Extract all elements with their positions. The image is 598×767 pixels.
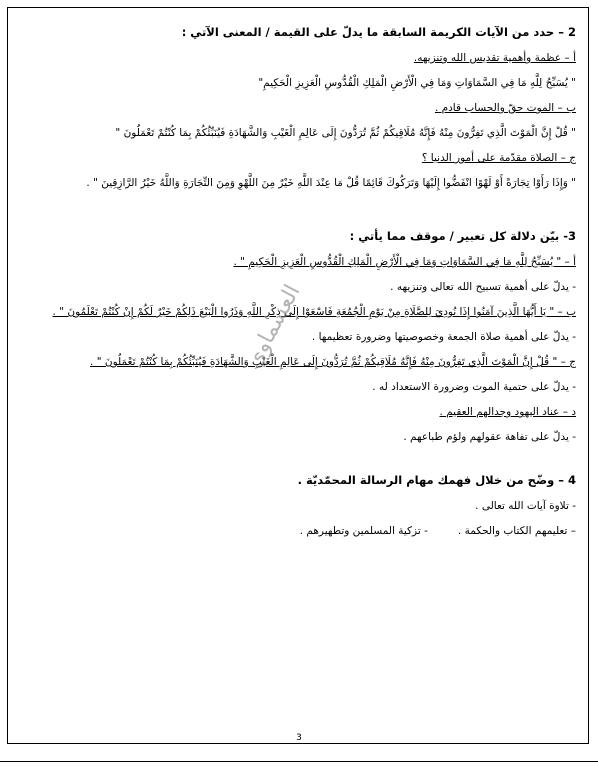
q2-item-c-ayah: " وَإِذَا رَأَوْا تِجَارَةً أَوْ لَهْوًا انْفَضُّوا إِلَيْهَا وَتَرَكُوكَ قَائِمًا قُلْ مَا عِنْدَ اللَّهِ خَيْرٌ مِنَ اللَّهْوِ وَمِنَ التِّجَارَةِ وَاللَّهُ خَيْرُ الرَّازِقِينَ " . bbox=[86, 177, 576, 189]
worksheet-content bbox=[24, 24, 576, 548]
q3-item-b-label: ب – " يَا أَيُّهَا الَّذِينَ آمَنُوا إِذَا نُودِيَ لِلصَّلَاةِ مِنْ يَوْمِ الْجُمُعَةِ فَاسْعَوْا إِلَى ذِكْرِ اللَّهِ وَذَرُوا الْبَيْعَ ذَلِكُمْ خَيْرٌ لَكُمْ إِنْ كُنْتُمْ تَعْلَمُونَ " . bbox=[52, 306, 576, 318]
q4-item-3: - تزكية المسلمين وتطهيرهم . bbox=[299, 525, 428, 537]
question-4-heading: 4 – وضّح من خلال فهمك مهام الرسالة المحمّديّة . bbox=[297, 473, 576, 487]
author-watermark: العسماوي bbox=[240, 280, 306, 373]
page-number: 3 bbox=[296, 733, 302, 743]
q4-item-2: – تعليمهم الكتاب والحكمة . bbox=[457, 525, 576, 537]
question-2-heading: 2 – حدد من الآيات الكريمة السابقة ما يدلّ على القيمة / المعنى الآتي : bbox=[181, 25, 576, 39]
q3-item-d-label: د – عناد اليهود وجدالهم العقيم . bbox=[439, 406, 576, 418]
q2-item-b-ayah: " قُلْ إِنَّ الْمَوْتَ الَّذِي تَفِرُّونَ مِنْهُ فَإِنَّهُ مُلَاقِيكُمْ ثُمَّ تُرَدُّونَ إِلَى عَالِمِ الْغَيْبِ وَالشَّهَادَةِ فَيُنَبِّئُكُمْ بِمَا كُنْتُمْ تَعْمَلُونَ " bbox=[115, 127, 576, 139]
q2-item-b-label: ب – الموت حقّ والحساب قادم . bbox=[434, 102, 576, 114]
q3-item-a-label: أ – " يُسَبِّحُ لِلَّهِ مَا فِي السَّمَاوَاتِ وَمَا فِي الْأَرْضِ الْمَلِكِ الْقُدُّوسِ الْعَزِيزِ الْحَكِيمِ " . bbox=[233, 256, 576, 268]
q2-item-a-ayah: " يُسَبِّحُ لِلَّهِ مَا فِي السَّمَاوَاتِ وَمَا فِي الْأَرْضِ الْمَلِكِ الْقُدُّوسِ الْعَزِيزِ الْحَكِيمِ" bbox=[258, 77, 576, 89]
q3-item-b-answer: - يدلّ على أهمية صلاة الجمعة وخصوصيتها وضرورة تعظيمها . bbox=[311, 331, 576, 343]
q3-item-a-answer: - يدلّ على أهمية تسبيح الله تعالى وتنزيهه . bbox=[390, 281, 576, 293]
q2-item-c-label: ج – الصلاة مقدّمة على أمور الدنيا ؟ bbox=[421, 152, 576, 164]
q4-items-row bbox=[24, 523, 576, 540]
bottom-divider bbox=[0, 761, 598, 762]
question-3-heading: 3- بيّن دلالة كل تعبير / موقف مما يأتي : bbox=[349, 229, 576, 243]
q3-item-d-answer: - يدلّ على تفاهة عقولهم ولؤم طباعهم . bbox=[403, 431, 576, 443]
q3-item-c-label: ج – " قُلْ إِنَّ الْمَوْتَ الَّذِي تَفِرُّونَ مِنْهُ فَإِنَّهُ مُلَاقِيكُمْ ثُمَّ تُرَدُّونَ إِلَى عَالِمِ الْغَيْبِ وَالشَّهَادَةِ فَيُنَبِّئُكُمْ بِمَا كُنْتُمْ تَعْمَلُونَ " . bbox=[90, 356, 576, 368]
q3-item-c-answer: - يدلّ على حتمية الموت وضرورة الاستعداد له . bbox=[372, 381, 576, 393]
q2-item-a-label: أ – عظمة وأهمية تقديس الله وتنزيهه. bbox=[413, 52, 576, 64]
q4-item-1: - تلاوة آيات الله تعالى . bbox=[475, 500, 576, 512]
